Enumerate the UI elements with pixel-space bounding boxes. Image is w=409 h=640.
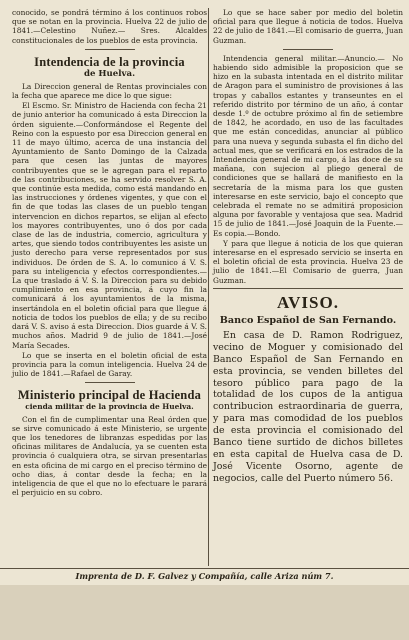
divider [85,49,135,50]
bank-title: Banco Español de San Fernando. [219,314,397,326]
section2-heading: Ministerio principal de Hacienda [17,388,202,403]
section1-subhead: de Huelva. [83,68,136,79]
section1-heading: Intendencia de la provincia [34,54,185,69]
section1-paragraph: Lo que se inserta en el boletin oficial de esta provincia para la comun inteligencia. Huelva 24 de julio de 1841.—Rafael de Garay. [12,350,207,379]
notice-paragraph: Intendencia general militar.—Anuncio.— No habiendo sido admisible la proposicion que se hizo en la subasta intentada en el distrito militar de Aragon para el suministro de provisiones á las tropas y caballos estantes y transeuntes en el referido distrito por término de un año, á contar desde 1.º de octubre próximo al fin de setiembre de 1842, he acordado, en uso de las facultades que me están concedidas, anunciar al público para una nueva y segunda subasta el fin dicho del actual mes, que se verificará en los estrados de la Intendencia general de mi cargo, á las doce de su mañana, con sujecion al pliego general de condiciones que se hallará de manifiesto en la secretaría de la misma para los que gusten interesarse en este servicio, bajo el concepto que celebrada el remate no se admitirá proposicion alguna por favorable y ventajosa que sea. Madrid 15 de julio de 1841.—José Joaquin de la Fuente.—Es copia.—Bondo. [213,53,403,238]
aviso-body [213,330,403,485]
section1-paragraph: El Escmo. Sr. Ministro de Hacienda con fecha 21 de junio anterior ha comunicado á esta Direccion la órden siguiente.—Conformándose el Regente del Reino con la espuesto por esa Direccion general en 11 de mayo último, acerca de una instancia del Ayuntamiento de Santo Domingo de la Calzada para que cesen las juntas de mayores contribuyentes que se le agregan para el reparto de las contribuciones, se ha servido resolver S. A. que continúe esta medida, como está mandando en las instrucciones y órdenes vigentes, y que con el fin de que todas las clases de un pueblo tengan intervencion en dichos repartos, se elijan al efecto los mayores contribuyentes, uno ó dos por cada clase de las de industria, comercio, agricultura y artes, que siendo todos contribuyentes les asiste un justo derecho para verse representados por sus individuos. De órden de S. A. lo comunico á V. S. para su inteligencia y efectos correspondientes.—La que traslado á V. S. la Direccion para su debido cumplimiento en esa provincia, á cuyo fin la comunicará á los ayuntamientos de la misma, insertándola en el boletin oficial para que llegue á noticia de todos los pueblos de ella; y de su recibo dará V. S. aviso á esta Direccion. Dios guarde á V. S. muchos años. Madrid 9 de julio de 1841.—José María Secades. [12,101,208,350]
divider [283,49,333,50]
notice-paragraph: Y para que llegue á noticia de los que quieran interesarse en el espresado servicio se inserta en el boletin oficial de esta provincia. Huelva 23 de julio de 1841.—El Comisario de guerra, Juan Guzman. [213,238,403,285]
aviso-paragraph: En casa de D. Ramon Rodriguez, vecino de Moguer y comisionado del Banco Español de San Fernando en esta provincia, se venden billetes del tesoro público para pago de la totalidad de los cupos de la antigua contribucion estraordinaria de guerra, y para mas comodidad de los pueblos de esta provincia el comisionado del Banco tiene surtido de dichos billetes en esta capital de Huelva casa de D. José Vicente Osorno, agente de negocios, calle del Puerto número 56. [213,329,403,484]
left-column [12,8,207,498]
intro-paragraph: conocido, se pondrá término á los continuos robos que se notan en la provincia. Huelva 22 de julio de 1841.—Celestino Nuñez.— Sres. Alcaldes constitucionales de los pueblos de esta provincia. [12,8,207,45]
continuation-paragraph: Lo que se hace saber por medio del boletin oficial para que llegue á noticia de todos. Huelva 22 de julio de 1841.—El comisario de guerra, Juan Guzman. [213,8,403,45]
column-rule [208,8,209,566]
section2-subline: cienda militar de la provincia de Huelva. [25,402,194,412]
aviso-title: AVISO. [277,292,339,312]
divider [85,382,135,383]
page-margin [0,585,409,640]
imprint-footer: Imprenta de D. F. Galvez y Compañía, calle Ariza núm 7. [0,568,409,581]
section1-paragraph: La Direccion general de Rentas provinciales con la fecha que aparece me dice lo que sigue: [12,81,207,101]
divider [213,288,403,289]
section2-paragraph: Con el fin de cumplimentar una Real órden que se sirve comunicado á este Ministerio, se urgente que los tenedores de libranzas espedidas por las oficinas militares de Andalucía, ya se cuenten esta provincia ó cualquiera otra, se sirvan presentarlas en esta oficina de mi cargo en el preciso término de ocho dias, á contar desde la fecha; en la inteligencia de que el que no lo efectuare le parará el perjuicio en su cobro. [12,414,207,498]
right-column [213,8,403,486]
